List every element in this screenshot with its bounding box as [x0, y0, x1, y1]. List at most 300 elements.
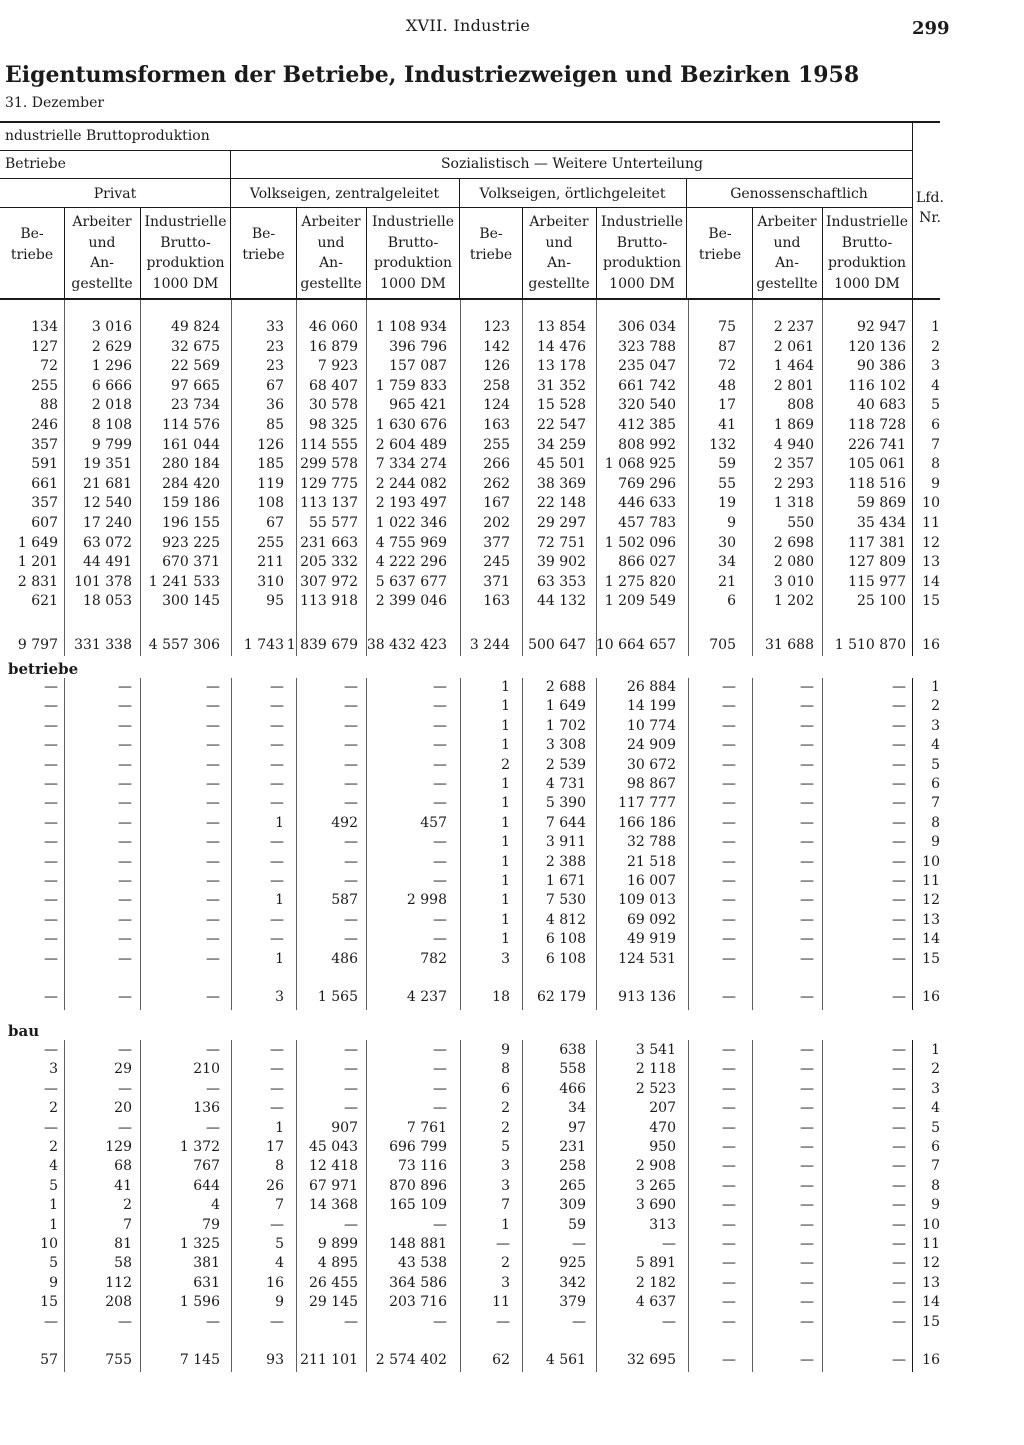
table-cell: 1 [501, 679, 510, 695]
table-row [0, 1216, 1024, 1235]
table-cell: — [662, 1236, 676, 1252]
table-cell: 913 136 [618, 989, 676, 1005]
table-row [0, 1313, 1024, 1332]
table-cell: — [344, 1061, 358, 1077]
column-header [462, 224, 520, 265]
table-cell: — [800, 1314, 814, 1330]
table-cell: — [722, 1275, 736, 1291]
table-cell: 3 [501, 1178, 510, 1194]
lfd-nr-cell: 4 [931, 737, 940, 753]
table-cell: — [206, 1120, 220, 1136]
table-cell: 2 061 [773, 339, 814, 355]
table-cell: — [206, 795, 220, 811]
lfd-nr-cell: 8 [931, 1178, 940, 1194]
table-cell: — [722, 1255, 736, 1271]
table-cell: 73 116 [398, 1158, 447, 1174]
table-cell: — [892, 679, 906, 695]
column-header-line: und [773, 234, 801, 251]
table-cell: 113 137 [300, 495, 358, 511]
table-cell: 4 237 [406, 989, 447, 1005]
table-cell: — [433, 1081, 447, 1097]
table-cell: 331 338 [74, 637, 132, 653]
table-cell: 26 884 [627, 679, 676, 695]
table-cell: 134 [31, 319, 58, 335]
table-cell: 40 683 [857, 397, 906, 413]
table-cell: 6 108 [545, 931, 586, 947]
table-cell: 470 [649, 1120, 676, 1136]
table-cell: — [892, 776, 906, 792]
table-row [0, 357, 1024, 376]
table-cell: — [344, 873, 358, 889]
table-cell: 23 [266, 358, 284, 374]
lfd-nr-cell: 1 [931, 679, 940, 695]
table-cell: 62 179 [537, 989, 586, 1005]
table-cell: 148 881 [389, 1236, 447, 1252]
table-cell: 166 186 [618, 815, 676, 831]
header-lfd-nr: Lfd. Nr. [916, 190, 944, 226]
table-cell: 661 [31, 476, 58, 492]
table-cell: — [206, 698, 220, 714]
table-cell: 306 034 [618, 319, 676, 335]
table-cell: — [892, 737, 906, 753]
header-col-divider [140, 207, 141, 298]
table-cell: — [800, 912, 814, 928]
lfd-nr-cell: 1 [931, 1042, 940, 1058]
column-header [824, 212, 910, 294]
table-cell: 5 390 [545, 795, 586, 811]
table-cell: 1 869 [773, 417, 814, 433]
table-cell: 2 908 [635, 1158, 676, 1174]
table-cell: 41 [718, 417, 736, 433]
table-cell: 7 761 [406, 1120, 447, 1136]
table-cell: — [722, 815, 736, 831]
lfd-nr-cell: 9 [931, 1197, 940, 1213]
table-cell: — [206, 854, 220, 870]
table-cell: — [118, 912, 132, 928]
table-cell: 1 565 [317, 989, 358, 1005]
table-cell: 310 [257, 574, 284, 590]
table-cell: 30 [718, 535, 736, 551]
table-cell: 313 [649, 1217, 676, 1233]
table-cell: — [496, 1236, 510, 1252]
table-cell: — [206, 776, 220, 792]
table-cell: 9 899 [317, 1236, 358, 1252]
column-header-line: Arbeiter [757, 214, 817, 230]
table-cell: 1 201 [17, 554, 58, 570]
table-cell: — [800, 1081, 814, 1097]
column-header-line: Brutto- [841, 234, 893, 251]
table-cell: 1 630 676 [375, 417, 447, 433]
table-cell: 3 690 [635, 1197, 676, 1213]
table-cell: — [892, 815, 906, 831]
table-cell: 44 132 [537, 593, 586, 609]
table-cell: 32 675 [171, 339, 220, 355]
column-header-line: Arbeiter [72, 214, 132, 230]
table-cell: — [344, 1100, 358, 1116]
table-row [0, 853, 1024, 872]
table-cell: — [270, 1081, 284, 1097]
table-cell: — [800, 1197, 814, 1213]
table-cell: 68 [114, 1158, 132, 1174]
table-cell: — [44, 1081, 58, 1097]
table-cell: 1 372 [179, 1139, 220, 1155]
table-cell: — [722, 931, 736, 947]
table-cell: 4 812 [545, 912, 586, 928]
table-cell: — [892, 1275, 906, 1291]
table-cell: 3 010 [773, 574, 814, 590]
table-cell: 2 [49, 1139, 58, 1155]
table-cell: 7 145 [179, 1352, 220, 1368]
column-header-line: triebe [10, 246, 54, 263]
lfd-nr-cell: 10 [922, 1217, 940, 1233]
table-cell: 3 [501, 951, 510, 967]
table-cell: — [206, 892, 220, 908]
table-cell: 923 225 [162, 535, 220, 551]
lfd-nr-cell: 6 [931, 1139, 940, 1155]
table-cell: 32 695 [627, 1352, 676, 1368]
table-cell: 22 547 [537, 417, 586, 433]
table-row [0, 455, 1024, 474]
column-header-line: gestellte [300, 275, 362, 292]
table-cell: 10 774 [627, 718, 676, 734]
table-cell: 105 061 [848, 456, 906, 472]
table-cell: — [344, 718, 358, 734]
table-cell: 38 432 423 [366, 637, 447, 653]
column-header-line: triebe [698, 246, 742, 263]
table-cell: 45 043 [309, 1139, 358, 1155]
table-cell: 16 879 [309, 339, 358, 355]
table-cell: 30 578 [309, 397, 358, 413]
table-cell: — [892, 1314, 906, 1330]
table-cell: 49 824 [171, 319, 220, 335]
table-cell: — [44, 989, 58, 1005]
table-cell: — [344, 1042, 358, 1058]
column-header-line: und [88, 234, 116, 251]
table-cell: 68 407 [309, 378, 358, 394]
table-cell: 3 [501, 1275, 510, 1291]
table-cell: 486 [331, 951, 358, 967]
table-cell: — [800, 757, 814, 773]
table-cell: 6 [727, 593, 736, 609]
table-cell: — [433, 698, 447, 714]
lfd-nr-cell: 6 [931, 776, 940, 792]
lfd-nr-cell: 4 [931, 378, 940, 394]
table-cell: — [206, 834, 220, 850]
table-cell: 1 [501, 834, 510, 850]
table-cell: — [44, 795, 58, 811]
table-cell: 108 [257, 495, 284, 511]
header-sozialistisch: Sozialistisch — Weitere Unterteilung [440, 156, 704, 172]
table-cell: 63 353 [537, 574, 586, 590]
table-cell: 255 [483, 437, 510, 453]
table-cell: — [800, 815, 814, 831]
column-header-line: Be- [20, 226, 44, 242]
table-cell: 67 [266, 515, 284, 531]
table-cell: — [118, 854, 132, 870]
column-header-line: gestellte [756, 275, 818, 292]
column-header-line: gestellte [528, 275, 590, 292]
table-cell: 2 244 082 [375, 476, 447, 492]
table-cell: — [892, 795, 906, 811]
table-cell: 1 296 [91, 358, 132, 374]
table-cell: 1 839 679 [286, 637, 358, 653]
table-cell: 950 [649, 1139, 676, 1155]
table-cell: 13 854 [537, 319, 586, 335]
table-cell: — [662, 1314, 676, 1330]
table-cell: 120 136 [848, 339, 906, 355]
table-cell: 34 [568, 1100, 586, 1116]
table-cell: — [800, 1158, 814, 1174]
table-cell: 320 540 [618, 397, 676, 413]
table-cell: — [722, 757, 736, 773]
table-cell: — [44, 1042, 58, 1058]
lfd-nr-cell: 5 [931, 757, 940, 773]
rule-header-2 [0, 178, 912, 179]
table-cell: — [206, 1314, 220, 1330]
column-header-line: An- [775, 255, 799, 271]
table-cell: 1 318 [773, 495, 814, 511]
table-cell: 381 [193, 1255, 220, 1271]
table-cell: — [722, 1158, 736, 1174]
table-cell: 412 385 [618, 417, 676, 433]
total-row [0, 1351, 1024, 1370]
table-cell: 19 [718, 495, 736, 511]
table-cell: 1 510 870 [834, 637, 906, 653]
table-cell: 48 [718, 378, 736, 394]
header-col-divider [822, 207, 823, 298]
table-cell: 246 [31, 417, 58, 433]
table-cell: — [722, 795, 736, 811]
lfd-nr-cell: 3 [931, 1081, 940, 1097]
table-cell: — [722, 1178, 736, 1194]
table-cell: 2 539 [545, 757, 586, 773]
table-cell: — [722, 1061, 736, 1077]
table-cell: 95 [266, 593, 284, 609]
lfd-nr-cell: 1 [931, 319, 940, 335]
lfd-nr-cell: 2 [931, 1061, 940, 1077]
table-cell: — [496, 1314, 510, 1330]
lfd-nr-cell: 11 [922, 1236, 940, 1252]
table-cell: 644 [193, 1178, 220, 1194]
table-cell: — [800, 951, 814, 967]
table-cell: 29 145 [309, 1294, 358, 1310]
table-cell: — [433, 834, 447, 850]
column-header [368, 212, 458, 294]
table-cell: 4 731 [545, 776, 586, 792]
table-cell: 466 [559, 1081, 586, 1097]
table-cell: 1 325 [179, 1236, 220, 1252]
table-cell: 4 561 [545, 1352, 586, 1368]
table-cell: 1 [501, 737, 510, 753]
table-cell: 1 [501, 931, 510, 947]
lfd-nr-cell: 10 [922, 495, 940, 511]
table-cell: 38 369 [537, 476, 586, 492]
table-cell: 21 681 [83, 476, 132, 492]
table-cell: — [44, 737, 58, 753]
rule-top [0, 121, 940, 123]
table-cell: 1 068 925 [604, 456, 676, 472]
lfd-nr-cell: 7 [931, 437, 940, 453]
table-row [0, 1099, 1024, 1118]
table-cell: — [433, 854, 447, 870]
table-cell: — [892, 1081, 906, 1097]
lfd-nr-cell: 10 [922, 854, 940, 870]
table-cell: 117 381 [848, 535, 906, 551]
column-header-line: An- [547, 255, 571, 271]
table-cell: — [433, 1100, 447, 1116]
table-cell: 755 [105, 1352, 132, 1368]
column-header-line: und [317, 234, 345, 251]
table-cell: 1 [501, 776, 510, 792]
table-cell: — [892, 1042, 906, 1058]
lfd-nr-cell: 12 [922, 1255, 940, 1271]
table-cell: — [433, 931, 447, 947]
table-cell: — [722, 912, 736, 928]
table-cell: 2 [501, 1255, 510, 1271]
table-cell: 8 [501, 1061, 510, 1077]
table-cell: 59 [568, 1217, 586, 1233]
table-cell: 231 [559, 1139, 586, 1155]
table-cell: 500 647 [528, 637, 586, 653]
table-row [0, 1119, 1024, 1138]
table-cell: — [206, 873, 220, 889]
table-cell: 63 072 [83, 535, 132, 551]
column-header-line: triebe [469, 246, 513, 263]
table-cell: 1 [275, 892, 284, 908]
table-cell: 2 574 402 [375, 1352, 447, 1368]
table-row [0, 872, 1024, 891]
table-cell: 2 998 [406, 892, 447, 908]
table-cell: 767 [193, 1158, 220, 1174]
page-number: 299 [912, 18, 950, 39]
table-cell: 2 [49, 1100, 58, 1116]
table-cell: 7 530 [545, 892, 586, 908]
table-cell: — [892, 1100, 906, 1116]
table-cell: 72 [718, 358, 736, 374]
table-cell: 98 867 [627, 776, 676, 792]
table-cell: 1 022 346 [375, 515, 447, 531]
table-cell: — [892, 931, 906, 947]
table-cell: 16 007 [627, 873, 676, 889]
column-header-line: Industrielle [371, 214, 455, 230]
table-cell: 1 [501, 795, 510, 811]
table-cell: 18 053 [83, 593, 132, 609]
table-cell: — [800, 892, 814, 908]
table-cell: 3 265 [635, 1178, 676, 1194]
table-cell: 3 911 [545, 834, 586, 850]
table-cell: 112 [105, 1275, 132, 1291]
table-cell: 203 716 [389, 1294, 447, 1310]
table-cell: 85 [266, 417, 284, 433]
table-cell: 109 013 [618, 892, 676, 908]
column-header [298, 212, 364, 294]
table-cell: 58 [114, 1255, 132, 1271]
table-cell: — [722, 834, 736, 850]
table-cell: 2 118 [635, 1061, 676, 1077]
table-cell: 591 [31, 456, 58, 472]
lfd-nr-cell: 9 [931, 834, 940, 850]
table-cell: 196 155 [162, 515, 220, 531]
table-cell: 49 919 [627, 931, 676, 947]
table-cell: 5 [49, 1255, 58, 1271]
lfd-nr-cell: 13 [922, 912, 940, 928]
table-cell: 1 [275, 951, 284, 967]
table-cell: 33 [266, 319, 284, 335]
table-cell: — [800, 1178, 814, 1194]
table-cell: — [892, 1294, 906, 1310]
table-cell: — [44, 912, 58, 928]
table-row [0, 1041, 1024, 1060]
table-cell: 457 [420, 815, 447, 831]
table-cell: — [44, 834, 58, 850]
table-cell: 925 [559, 1255, 586, 1271]
table-cell: 7 644 [545, 815, 586, 831]
lfd-nr-cell: 3 [931, 718, 940, 734]
table-cell: 1 743 [243, 637, 284, 653]
table-cell: 11 [492, 1294, 510, 1310]
table-cell: 15 [40, 1294, 58, 1310]
table-cell: — [722, 892, 736, 908]
group-volkseigen-zentral: Volkseigen, zentralgeleitet [249, 186, 440, 202]
table-row [0, 396, 1024, 415]
table-cell: 26 455 [309, 1275, 358, 1291]
table-cell: 1 464 [773, 358, 814, 374]
table-cell: 7 [275, 1197, 284, 1213]
table-cell: 208 [105, 1294, 132, 1310]
table-row [0, 1138, 1024, 1157]
table-cell: 2 [501, 1120, 510, 1136]
table-row [0, 756, 1024, 775]
table-cell: 114 576 [162, 417, 220, 433]
table-cell: — [722, 1217, 736, 1233]
table-cell: — [206, 1081, 220, 1097]
table-cell: 21 518 [627, 854, 676, 870]
table-cell: — [722, 1100, 736, 1116]
table-cell: 258 [483, 378, 510, 394]
table-cell: 866 027 [618, 554, 676, 570]
table-cell: — [892, 1061, 906, 1077]
table-cell: 10 664 657 [595, 637, 676, 653]
table-cell: 2 193 497 [375, 495, 447, 511]
table-row [0, 697, 1024, 716]
table-cell: 114 555 [300, 437, 358, 453]
column-header-line: Brutto- [387, 234, 439, 251]
table-cell: 1 [275, 815, 284, 831]
table-cell: 782 [420, 951, 447, 967]
table-row [0, 1060, 1024, 1079]
table-row [0, 1235, 1024, 1254]
table-cell: 1 [501, 1217, 510, 1233]
table-cell: — [433, 912, 447, 928]
table-cell: 3 [501, 1158, 510, 1174]
table-cell: 696 799 [389, 1139, 447, 1155]
table-cell: — [118, 776, 132, 792]
table-cell: 23 [266, 339, 284, 355]
table-cell: — [722, 1294, 736, 1310]
table-cell: — [800, 989, 814, 1005]
table-cell: — [206, 951, 220, 967]
table-cell: 2 831 [17, 574, 58, 590]
table-cell: — [206, 1042, 220, 1058]
table-cell: — [433, 718, 447, 734]
table-cell: — [44, 718, 58, 734]
table-cell: 62 [492, 1352, 510, 1368]
table-row [0, 930, 1024, 949]
table-cell: — [118, 1081, 132, 1097]
table-cell: 22 569 [171, 358, 220, 374]
table-cell: — [344, 776, 358, 792]
table-cell: 87 [718, 339, 736, 355]
